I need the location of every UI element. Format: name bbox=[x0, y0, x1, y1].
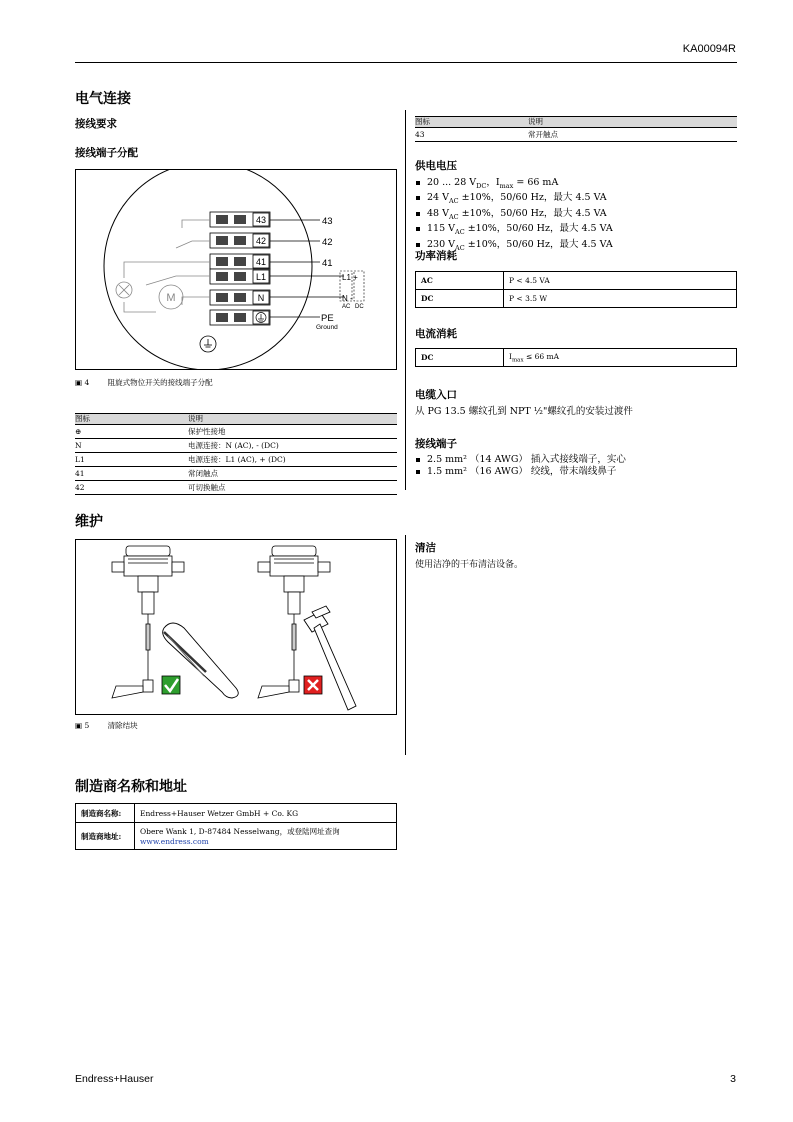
document-id: KA00094R bbox=[682, 43, 736, 55]
terminal-43-label: 43 bbox=[255, 215, 267, 225]
section-title-maintenance: 维护 bbox=[75, 514, 103, 530]
section-title-electrical: 电气连接 bbox=[75, 91, 131, 107]
wire-41-label: 41 bbox=[322, 258, 333, 269]
table-row: AC P < 4.5 VA bbox=[416, 272, 737, 290]
dc-label: DC bbox=[355, 304, 364, 310]
legend-table-left bbox=[75, 413, 397, 495]
table-row: DC P < 3.5 W bbox=[416, 290, 737, 308]
legend-description: 可切换触点 bbox=[188, 483, 226, 492]
cable-entry-title: 电缆入口 bbox=[415, 389, 457, 401]
terminals-list bbox=[415, 454, 737, 477]
wiring-diagram-figure bbox=[75, 169, 397, 370]
ground-label: Ground bbox=[316, 324, 338, 331]
column-divider-bottom bbox=[405, 535, 406, 755]
cleaning-figure bbox=[75, 539, 397, 715]
figure-5-caption: ▣ 5 清除结块 bbox=[75, 721, 138, 730]
svg-text:M: M bbox=[166, 292, 176, 304]
legend-row bbox=[75, 453, 397, 467]
terminal-41-label: 41 bbox=[255, 257, 267, 267]
n-minus-label: N - bbox=[342, 294, 353, 303]
power-consumption-table bbox=[415, 271, 737, 308]
l1-plus-label: L1 + bbox=[342, 273, 358, 282]
website-link[interactable]: www.endress.com bbox=[140, 837, 209, 846]
current-consumption-title: 电流消耗 bbox=[415, 328, 457, 340]
figure-4-caption: ▣ 4 阻旋式物位开关的接线端子分配 bbox=[75, 378, 213, 387]
legend-description: 保护性接地 bbox=[188, 427, 226, 436]
power-consumption-title: 功率消耗 bbox=[415, 250, 457, 262]
hammer-icon bbox=[304, 606, 356, 710]
legend-row bbox=[75, 425, 397, 439]
terminal-42-label: 42 bbox=[255, 236, 267, 246]
list-item: 1.5 mm² （16 AWG） 绞线，带末端线鼻子 bbox=[415, 466, 737, 478]
cleaning-title: 清洁 bbox=[415, 542, 436, 554]
legend-row bbox=[75, 439, 397, 453]
cleaning-illustration bbox=[76, 540, 396, 714]
wire-42-label: 42 bbox=[322, 237, 333, 248]
legend-row bbox=[75, 481, 397, 495]
supply-voltage-title: 供电电压 bbox=[415, 160, 457, 172]
terminal-n-label: N bbox=[257, 293, 265, 303]
wiring-requirements-title: 接线要求 bbox=[75, 118, 117, 130]
cable-entry-text: 从 PG 13.5 螺纹孔到 NPT ½"螺纹孔的安装过渡件 bbox=[415, 406, 633, 417]
legend-header: 图标 说明 bbox=[75, 414, 397, 424]
list-item: 2.5 mm² （14 AWG） 插入式接线端子，实心 bbox=[415, 454, 737, 466]
legend-row bbox=[75, 467, 397, 481]
legend-symbol: 42 bbox=[75, 483, 85, 492]
table-row: 制造商名称: Endress+Hauser Wetzer GmbH + Co. KG bbox=[76, 804, 397, 823]
manufacturer-table bbox=[75, 803, 397, 850]
legend-description: 电源连接：N (AC), - (DC) bbox=[188, 441, 279, 450]
page-number: 3 bbox=[730, 1073, 736, 1085]
terminal-assignment-title: 接线端子分配 bbox=[75, 147, 138, 159]
footer-brand: Endress+Hauser bbox=[75, 1073, 154, 1085]
legend-symbol: N bbox=[75, 441, 82, 450]
legend-symbol: 41 bbox=[75, 469, 85, 478]
terminals-title: 接线端子 bbox=[415, 438, 457, 450]
current-consumption-table bbox=[415, 348, 737, 367]
list-item: 20 ... 28 $V_{DC}$，$I_{max} = 66$ mA bbox=[415, 177, 737, 192]
figure-icon: ▣ bbox=[75, 378, 83, 387]
ac-label: AC bbox=[342, 304, 351, 310]
wiring-diagram bbox=[76, 170, 396, 369]
legend-row: 43 常开触点 bbox=[415, 128, 737, 142]
list-item: 24 $V_{AC} \pm 10\%$，50/60 Hz，最大 4.5 VA bbox=[415, 192, 737, 207]
pe-label: PE bbox=[321, 313, 334, 324]
column-divider-top bbox=[405, 110, 406, 490]
legend-description: 电源连接：L1 (AC), + (DC) bbox=[188, 455, 286, 464]
legend-table-right: 图标 说明 43 常开触点 bbox=[415, 116, 737, 142]
section-title-manufacturer: 制造商名称和地址 bbox=[75, 779, 187, 795]
list-item: 230 $V_{AC} \pm 10\%$，50/60 Hz，最大 4.5 VA bbox=[415, 239, 737, 254]
legend-symbol: ⊕ bbox=[75, 427, 82, 436]
figure-icon: ▣ bbox=[75, 721, 83, 730]
list-item: 48 $V_{AC} \pm 10\%$，50/60 Hz，最大 4.5 VA bbox=[415, 208, 737, 223]
cleaning-text: 使用洁净的干布清洁设备。 bbox=[415, 560, 524, 570]
list-item: 115 $V_{AC} \pm 10\%$，50/60 Hz，最大 4.5 VA bbox=[415, 223, 737, 238]
wire-43-label: 43 bbox=[322, 216, 333, 227]
legend-symbol: L1 bbox=[75, 455, 85, 464]
terminal-l1-label: L1 bbox=[255, 272, 267, 282]
header-rule bbox=[75, 62, 737, 63]
supply-voltage-list bbox=[415, 177, 737, 254]
table-row: 制造商地址: Obere Wank 1, D-87484 Nesselwang，或登陆网址查询 www.endress.com bbox=[76, 823, 397, 850]
table-row: DC $I_{max} \le 66$ mA bbox=[416, 349, 737, 367]
legend-description: 常闭触点 bbox=[188, 469, 218, 478]
